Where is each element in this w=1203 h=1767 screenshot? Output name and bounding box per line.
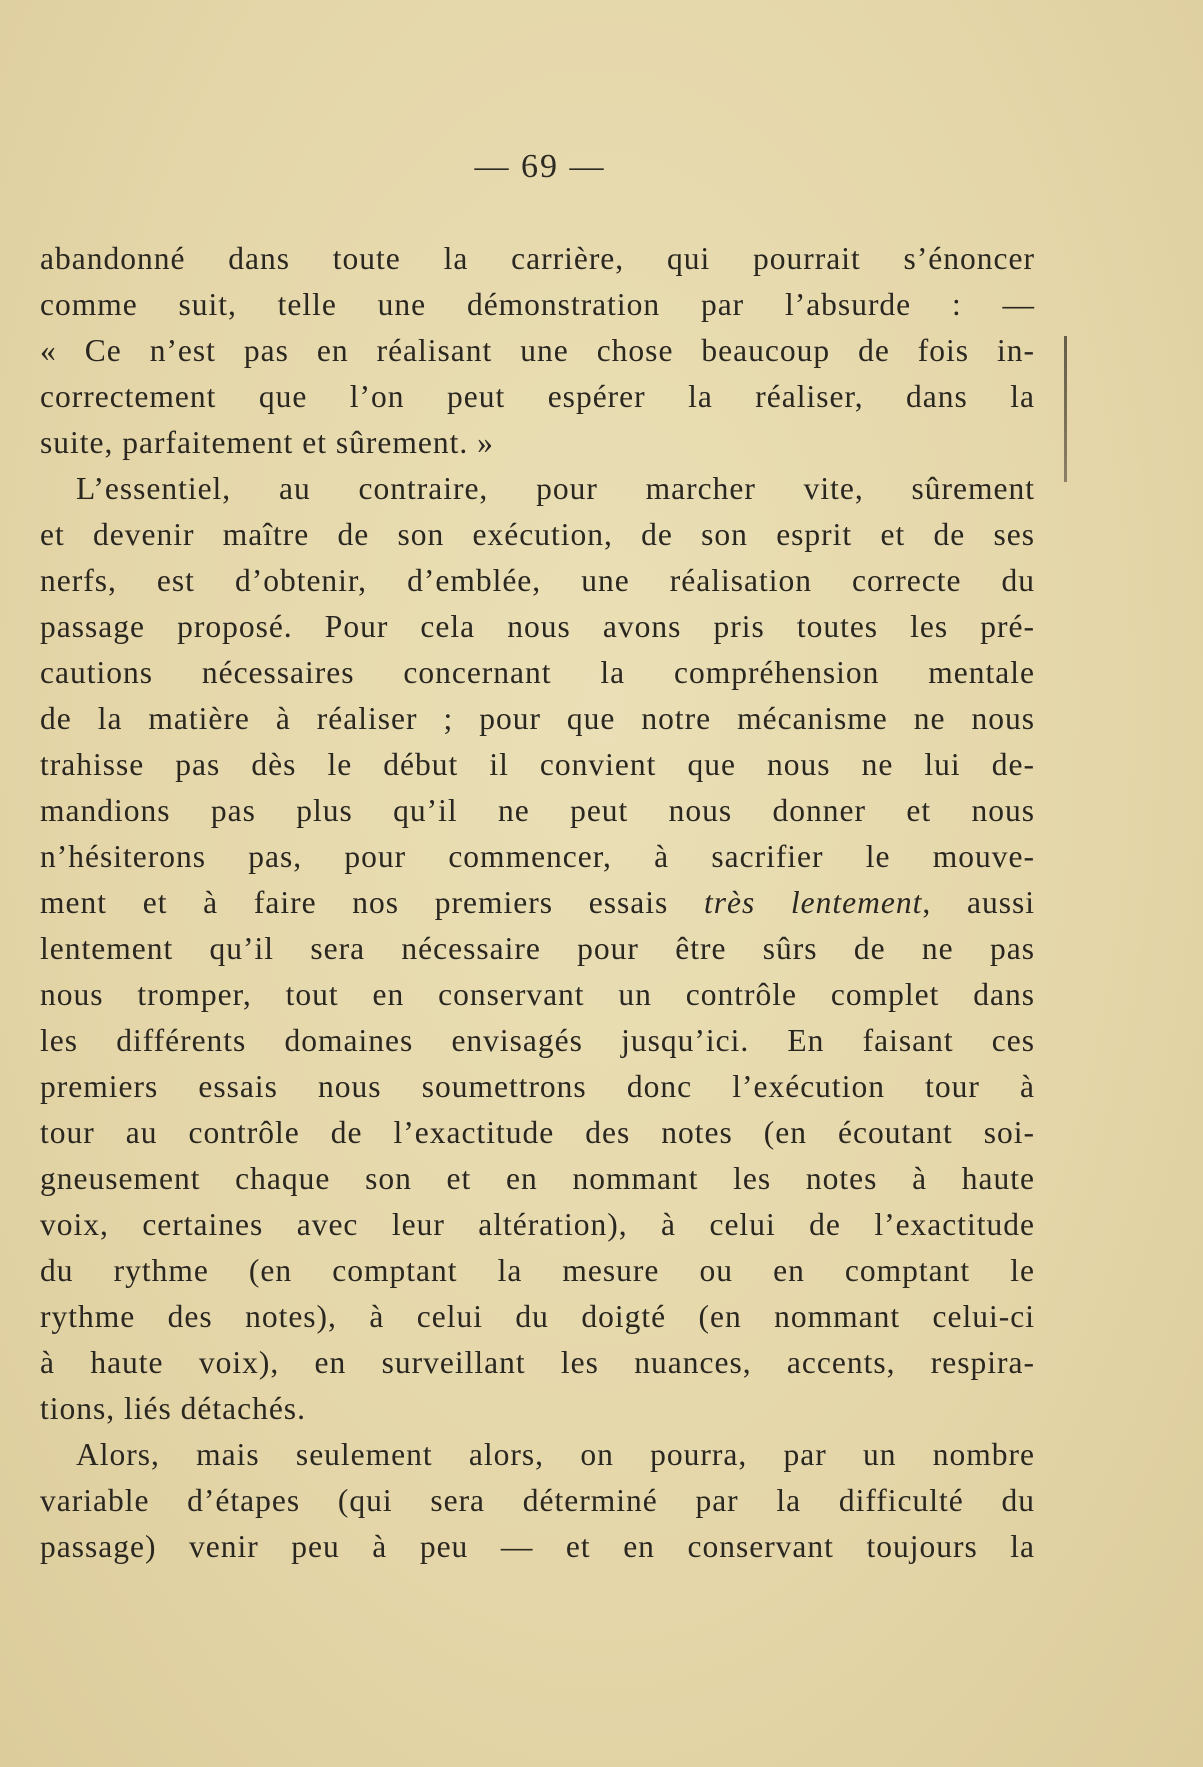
text-line: nous tromper, tout en conservant un contrôle complet dans [40, 977, 1035, 1012]
text-line: Alors, mais seulement alors, on pourra, par un nombre [76, 1437, 1035, 1472]
text-segment: ment et à faire nos premiers essais [40, 885, 704, 920]
text-line: gneusement chaque son et en nommant les notes à haute [40, 1161, 1035, 1196]
text-line: lentement qu’il sera nécessaire pour être sûrs de ne pas [40, 931, 1035, 966]
text-line: L’essentiel, au contraire, pour marcher vite, sûrement [76, 471, 1035, 506]
body-text [40, 236, 1035, 1570]
italic-phrase: très lentement [703, 885, 923, 920]
text-line: et devenir maître de son exécution, de son esprit et de ses [40, 517, 1035, 552]
text-segment: , aussi [922, 885, 1035, 920]
text-line: les différents domaines envisagés jusqu’ici. En faisant ces [40, 1023, 1035, 1058]
text-line: à haute voix), en surveillant les nuances, accents, respira- [40, 1345, 1035, 1380]
text-line: de la matière à réaliser ; pour que notre mécanisme ne nous [40, 701, 1035, 736]
text-line: cautions nécessaires concernant la compréhension mentale [40, 655, 1035, 690]
text-line: n’hésiterons pas, pour commencer, à sacrifier le mouve- [40, 839, 1035, 874]
text-line: comme suit, telle une démonstration par l’absurde : — [40, 287, 1035, 322]
text-line: premiers essais nous soumettrons donc l’exécution tour à [40, 1069, 1035, 1104]
margin-mark [1064, 336, 1067, 482]
text-line: du rythme (en comptant la mesure ou en comptant le [40, 1253, 1035, 1288]
text-line: tions, liés détachés. [40, 1391, 306, 1426]
text-line: trahisse pas dès le début il convient que nous ne lui de- [40, 747, 1035, 782]
text-line: nerfs, est d’obtenir, d’emblée, une réalisation correcte du [40, 563, 1035, 598]
text-line [40, 880, 1035, 926]
text-line: voix, certaines avec leur altération), à celui de l’exactitude [40, 1207, 1035, 1242]
text-line: variable d’étapes (qui sera déterminé par la difficulté du [40, 1483, 1035, 1518]
text-line: passage proposé. Pour cela nous avons pris toutes les pré- [40, 609, 1035, 644]
text-line: suite, parfaitement et sûrement. » [40, 425, 494, 460]
text-line: passage) venir peu à peu — et en conservant toujours la [40, 1529, 1035, 1564]
page-number: — 69 — [474, 148, 606, 185]
text-line: mandions pas plus qu’il ne peut nous donner et nous [40, 793, 1035, 828]
text-line: rythme des notes), à celui du doigté (en nommant celui-ci [40, 1299, 1035, 1334]
text-line: « Ce n’est pas en réalisant une chose beaucoup de fois in- [40, 333, 1035, 368]
text-line: correctement que l’on peut espérer la réaliser, dans la [40, 379, 1035, 414]
text-line: abandonné dans toute la carrière, qui pourrait s’énoncer [40, 241, 1035, 276]
text-line: tour au contrôle de l’exactitude des notes (en écoutant soi- [40, 1115, 1035, 1150]
